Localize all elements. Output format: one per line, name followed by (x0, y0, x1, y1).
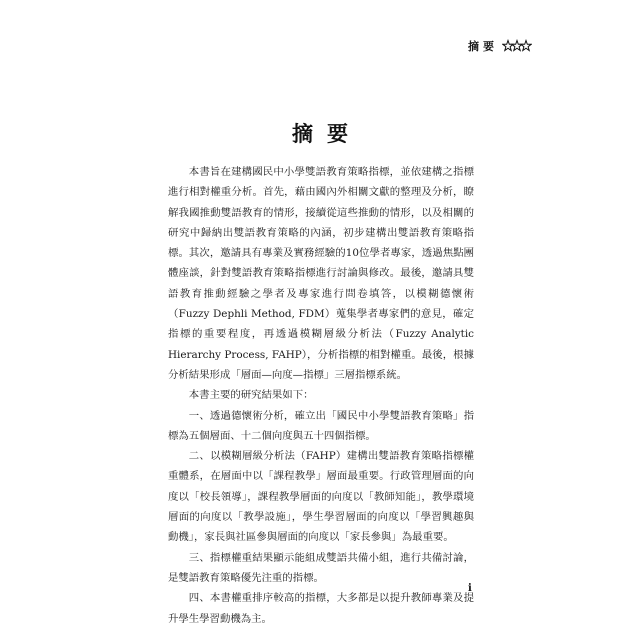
paragraph: 一、透過德懷術分析，確立出「國民中小學雙語教育策略」指標為五個層面、十二個向度與五十四個指標。 (168, 409, 474, 442)
three-stars-icon (502, 39, 532, 53)
paragraph: 二、以模糊層級分析法（FAHP）建構出雙語教育策略指標權重體系，在層面中以「課程教學」層面最重要。行政管理層面的向度以「校長領導」，課程教學層面的向度以「教師知能」，教學環境層面的向度以「教學設施」，學生學習層面的向度以「學習興趣與動機」，家長與社區參與層面的向度以「家長參與」為最重要。 (168, 450, 474, 544)
running-header (468, 38, 532, 54)
abstract-body (168, 162, 474, 629)
paragraph: 本書旨在建構國民中小學雙語教育策略指標，並依建構之指標進行相對權重分析。首先，藉由國內外相關文獻的整理及分析，瞭解我國推動雙語教育的情形，接續從這些推動的情形，以及相關的研究中歸納出雙語教育策略的內涵，初步建構出雙語教育策略指標。其次，邀請具有專業及實務經驗的10位學者專家，透過焦點團體座談，針對雙語教育策略指標進行討論與修改。最後，邀請具雙語教育推動經驗之學者及專家進行問卷填答，以模糊德懷術（Fuzzy Dephli Method, FDM）蒐集學者專家們的意見，確定指標的重要程度，再透過模糊層級分析法（Fuzzy Analytic Hierarchy Process, FAHP），分析指標的相對權重。最後，根據分析結果形成「層面—向度—指標」三層指標系統。 (168, 166, 474, 381)
running-header-title: 摘要 (468, 40, 498, 53)
paragraph: 本書主要的研究結果如下： (188, 389, 314, 402)
page-title: 摘要 (292, 122, 362, 146)
paragraph: 四、本書權重排序較高的指標，大多都是以提升教師專業及提升學生學習動機為主。 (168, 592, 474, 625)
page-number: i (468, 583, 472, 594)
paragraph: 三、指標權重結果顯示能組成雙語共備小組，進行共備討論，是雙語教育策略優先注重的指標。 (168, 551, 474, 584)
